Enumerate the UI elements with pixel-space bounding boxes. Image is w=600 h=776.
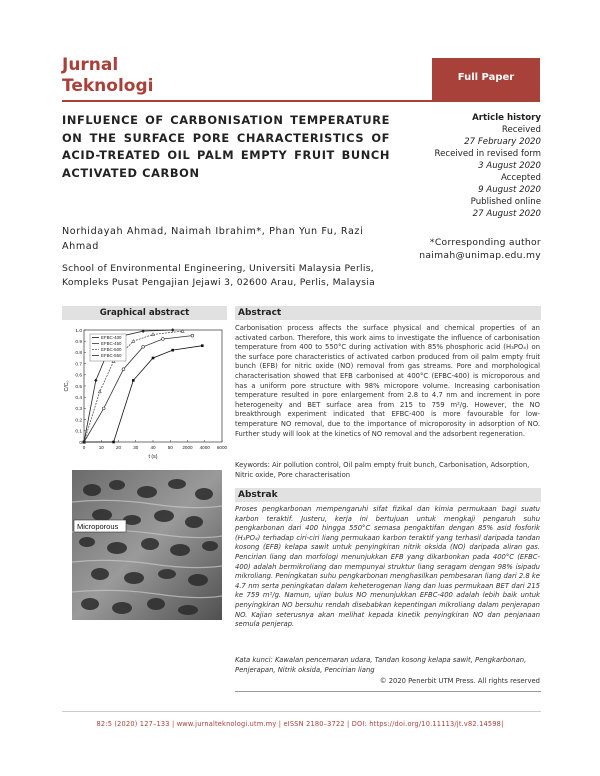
corresponding-author xyxy=(395,236,541,262)
history-title: Article history xyxy=(472,113,541,123)
journal-name: Jurnal Teknologi xyxy=(62,55,154,96)
corresponding-email[interactable]: naimah@unimap.edu.my xyxy=(419,250,541,261)
footer-citation: 82:5 (2020) 127–133 | www.jurnalteknologi.utm.my | eISSN 2180–3722 | DOI: https://doi.org/10.11113/jt.v82.14598| xyxy=(96,720,504,728)
y-tick-label: 0 xyxy=(79,440,82,446)
x-tick-label: 2000 xyxy=(182,445,193,450)
x-tick-label: 30 xyxy=(133,445,139,450)
y-tick-label: 0.7 xyxy=(75,362,82,368)
article-title: INFLUENCE OF CARBONISATION TEMPERATURE ON THE SURFACE PORE CHARACTERISTICS OF ACID-TREATED OIL PALM EMPTY FRUIT BUNCH ACTIVATED CARBON xyxy=(62,113,390,180)
y-tick-label: 0.8 xyxy=(75,351,82,357)
published-label: Published online xyxy=(470,197,541,207)
data-point xyxy=(152,357,155,360)
data-point xyxy=(112,441,115,444)
data-point xyxy=(122,368,125,371)
data-point xyxy=(132,379,135,382)
x-tick-label: 6000 xyxy=(216,445,227,450)
abstract-body: Carbonisation process affects the surface physical and chemical properties of an activated carbon. Therefore, this work aims to investigate the influence of carbonisation temperature from 400 to 550°C during activation with 85% phosphoric acid (H₃PO₄) on the surface pore characteristics of activated carbon produced from oil palm empty fruit bunch (EFB) for nitric oxide (NO) removal from gas streams. Pore and morphological characterisation showed that EFB carbonised at 400°C (EFBC-400) is microporous and has a uniform pore structure with 98% micropore volume. Increasing carbonisation temperature resulted in pore enlargement from 2.8 to 4.7 nm and increment in pore heterogeneity and BET surface area from 215 to 759 m²/g. However, the NO breakthrough experiment indicated that EFBC-400 is more favourable for low-temperature NO removal, due to the importance of microporosity in adsorption of NO. Further study will look at the kinetics of NO removal and the adsorbent regeneration. xyxy=(235,324,540,438)
affiliation: School of Environmental Engineering, Universiti Malaysia Perlis, Kompleks Pusat Pengajian Jejawi 3, 02600 Arau, Perlis, Malaysia xyxy=(62,263,376,288)
abstract-header: Abstract xyxy=(235,306,541,320)
data-point xyxy=(161,338,164,341)
graphical-abstract-header: Graphical abstract xyxy=(62,306,227,320)
sem-label: Microporous xyxy=(77,522,119,531)
y-tick-label: 0.1 xyxy=(75,429,82,435)
legend-label: EFBC-400 xyxy=(101,335,122,340)
abstract-rule xyxy=(235,691,541,692)
y-tick-label: 0.2 xyxy=(75,418,82,424)
y-tick-label: 0.5 xyxy=(75,384,82,390)
authors: Norhidayah Ahmad, Naimah Ibrahim*, Phan Yun Fu, Razi Ahmad xyxy=(62,226,364,252)
data-point xyxy=(102,407,105,410)
x-tick-label: 0 xyxy=(82,445,86,450)
data-point xyxy=(171,349,174,352)
legend-label: EFBC-500 xyxy=(101,347,122,352)
kata-kunci: Kata kunci: Kawalan pencemaran udara, Tandan kosong kelapa sawit, Pengkarbonan, Penjerapan, Nitrik oksida, Pencirian liang xyxy=(235,656,527,674)
corresponding-label: *Corresponding author xyxy=(429,237,541,248)
legend-label: EFBC-450 xyxy=(101,341,122,346)
article-history xyxy=(405,112,541,220)
accepted-date: 9 August 2020 xyxy=(478,185,541,195)
x-axis-label: t (s) xyxy=(148,454,158,460)
full-paper-label: Full Paper xyxy=(457,72,515,83)
data-point xyxy=(142,345,145,348)
abstrak-body: Proses pengkarbonan mempengaruhi sifat fizikal dan kimia permukaan bagi suatu karbon teraktif. Justeru, kerja ini bertujuan untuk mengkaji pengaruh suhu pengkarbonan dari 400 hingga 550°C semasa pengaktifan dengan 85% asid fosforik (H₃PO₄) terhadap ciri-ciri liang permukaan karbon teraktif yang terhasil daripada tandan kosong (EFB) kelapa sawit untuk penyingkiran nitrik oksida (NO) daripada aliran gas. Pencirian liang dan morfologi menunjukkan EFB yang dikarbonkan pada 400°C (EFBC-400) adalah bermikroliang dan mempunyai struktur liang seragam dengan 98% isipadu mikroliang. Peningkatan suhu pengkarbonan menghasilkan pembesaran liang dari 2.8 ke 4.7 nm serta peningkatan dalam keheterogenan liang dan luas permukaan BET dari 215 ke 759 m²/g. Namun, ujian bulus NO menunjukkan EFBC-400 adalah lebih baik untuk penyingkiran NO bersuhu rendah disebabkan kepentingan mikroliang dalam penjerapan NO. Kajian seterusnya akan melihat kepada kinetik penyingkiran NO dan penjanaan semula penjerap. xyxy=(235,505,540,629)
x-tick-label: 4000 xyxy=(199,445,210,450)
keywords: Keywords: Air pollution control, Oil palm empty fruit bunch, Carbonisation, Adsorption, Nitric oxide, Pore characterisation xyxy=(235,461,530,479)
x-tick-label: 10 xyxy=(98,445,104,450)
data-point xyxy=(201,344,204,347)
abstrak-header: Abstrak xyxy=(235,488,541,502)
legend-label: EFBC-550 xyxy=(101,353,122,358)
footer-rule xyxy=(62,711,541,712)
header-rule xyxy=(62,100,432,102)
revised-label: Received in revised form xyxy=(434,149,541,159)
y-tick-label: 1.0 xyxy=(75,328,82,334)
copyright: © 2020 Penerbit UTM Press. All rights reserved xyxy=(379,677,540,685)
published-date: 27 August 2020 xyxy=(472,209,541,219)
y-tick-label: 0.3 xyxy=(75,407,82,413)
breakthrough-chart xyxy=(62,324,227,464)
y-tick-label: 0.4 xyxy=(75,396,82,401)
x-tick-label: 40 xyxy=(150,445,156,450)
accepted-label: Accepted xyxy=(500,173,541,183)
sem-micrograph xyxy=(72,470,222,620)
y-tick-label: 0.9 xyxy=(75,340,82,345)
revised-date: 3 August 2020 xyxy=(478,161,541,171)
y-axis-label: C/C₀ xyxy=(64,380,70,392)
y-tick-label: 0.6 xyxy=(75,373,82,379)
received-label: Received xyxy=(501,125,541,135)
x-tick-label: 20 xyxy=(115,445,122,450)
received-date: 27 February 2020 xyxy=(464,137,541,147)
x-tick-label: 50 xyxy=(167,445,173,450)
data-point xyxy=(191,334,194,337)
